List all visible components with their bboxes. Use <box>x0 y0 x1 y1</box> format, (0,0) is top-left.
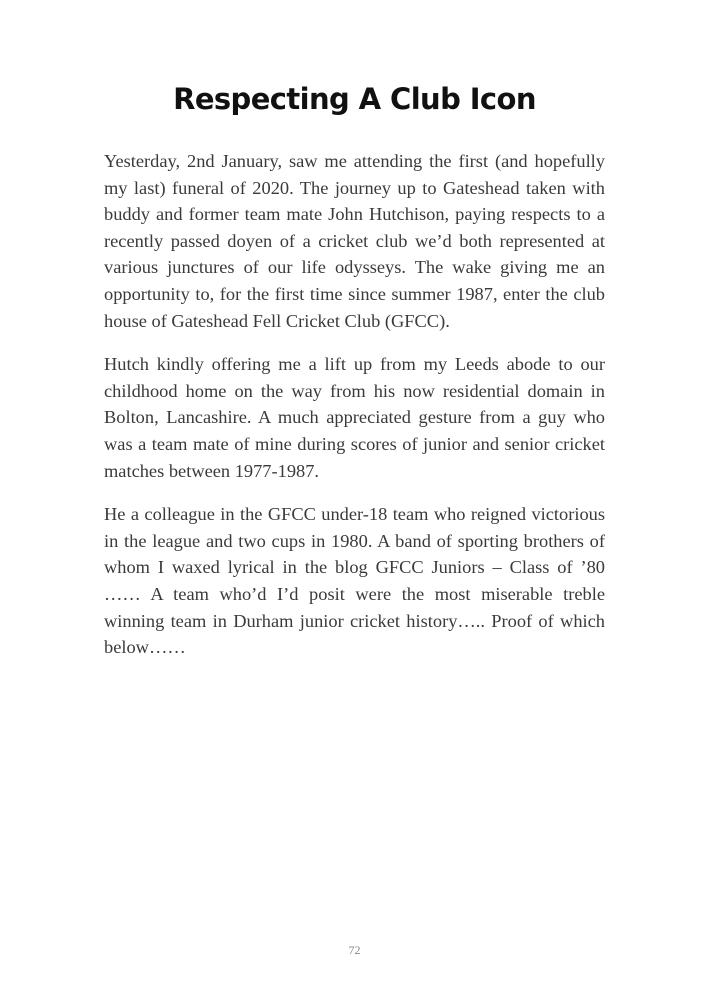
page-title: Respecting A Club Icon <box>173 82 536 116</box>
paragraph: Yesterday, 2nd January, saw me attending the first (and hopefully my last) funeral of 2020. The journey up to Gateshead taken with buddy and former team mate John Hutchison, paying respects to a recently passed doyen of a cricket club we’d both represented at various junctures of our life odysseys. The wake giving me an opportunity to, for the first time since summer 1987, enter the club house of Gateshead Fell Cricket Club (GFCC). <box>104 151 605 331</box>
paragraph: He a colleague in the GFCC under-18 team who reigned victorious in the league and two cups in 1980. A band of sporting brothers of whom I waxed lyrical in the blog GFCC Juniors – Class of ’80 …… A team who’d I’d posit were the most miserable treble winning team in Durham junior cricket history….. Proof of which below…… <box>104 504 605 658</box>
body-text <box>104 148 605 678</box>
page-number: 72 <box>348 943 361 957</box>
paragraph: Hutch kindly offering me a lift up from my Leeds abode to our childhood home on the way from his now residential domain in Bolton, Lancashire. A much appreciated gesture from a guy who was a team mate of mine during scores of junior and senior cricket matches between 1977-1987. <box>104 354 605 481</box>
